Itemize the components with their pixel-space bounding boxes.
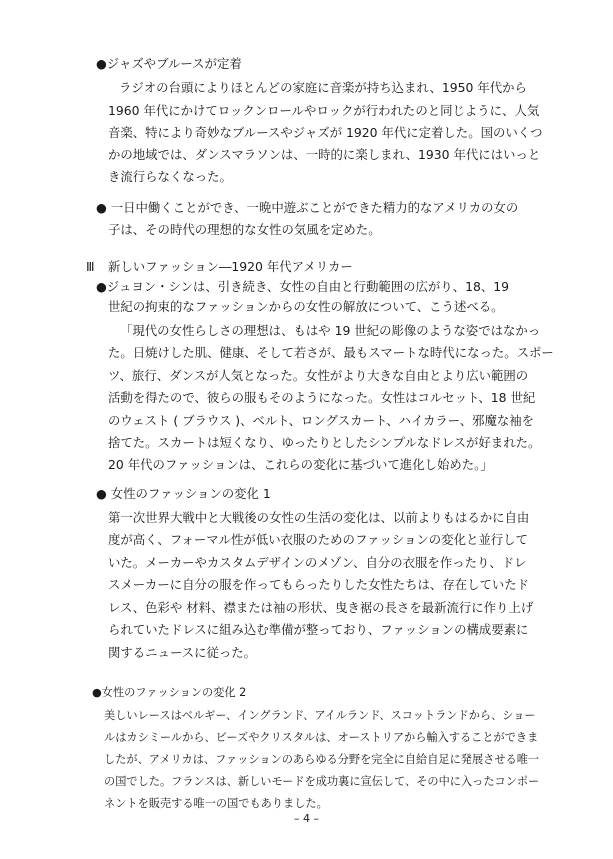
paragraph-line: ラジオの台頭によりほとんどの家庭に音楽が持ち込まれ、1950 年代から	[119, 80, 527, 95]
paragraph-line: かの地域では、ダンスマラソンは、一時的に楽しまれ、1930 年代にはいっと	[108, 147, 541, 162]
paragraph-line: 度が高く、フォーマル性が低い衣服のためのファッションの変化と並行して	[108, 532, 528, 547]
section-heading-change-2: ●女性のファッションの変化 2	[92, 686, 247, 699]
paragraph-line: 関するニュースに従った。	[108, 645, 257, 660]
page-number: – 4 –	[294, 812, 319, 825]
section-heading-change-1: ● 女性のファッションの変化 1	[96, 486, 271, 501]
paragraph-line: ネントを販売する唯一の国でもありました。	[104, 797, 328, 810]
quote-line: た。日焼けした肌、健康、そして若さが、最もスマートな時代になった。スポー	[108, 345, 554, 360]
section-title: 新しいファッション―1920 年代アメリカー	[108, 259, 353, 274]
paragraph-line: いた。メーカーやカスタムデザインのメゾン、自分の衣服を作ったり、ドレ	[108, 555, 527, 570]
paragraph-line: ルはカシミールから、ビーズやクリスタルは、オーストリアから輸入することができま	[104, 731, 539, 744]
paragraph-line: き流行らなくなった。	[108, 169, 232, 184]
paragraph-line: 世紀の拘束的なファッションからの女性の解放について、こう述べる。	[108, 299, 504, 314]
paragraph-line: スメーカーに自分の服を作ってもらったりした女性たちは、存在していたド	[108, 577, 530, 592]
paragraph-line: の国でした。フランスは、新しいモードを成功裏に宣伝して、その中に入ったコンポー	[104, 775, 540, 788]
paragraph-line: 美しいレースはベルギー、イングランド、アイルランド、スコットランドから、ショー	[104, 709, 536, 722]
quote-line: ツ、旅行、ダンスが人気となった。女性がより大きな自由とより広い範囲の	[108, 368, 529, 383]
paragraph-line: 子は、その時代の理想的な女性の気風を定めた。	[108, 222, 381, 237]
quote-line: 20 年代のファッションは、これらの変化に基づいて進化し始めた。」	[108, 457, 493, 472]
paragraph-line: 1960 年代にかけてロックンロールやロックが行われたのと同じように、人気	[108, 103, 540, 118]
paragraph-line: 音楽、特により奇妙なブルースやジャズが 1920 年代に定着した。国のいくつ	[108, 125, 543, 140]
paragraph-line: レス、色彩や 材料、襟または袖の形状、曳き裾の長さを最新流行に作り上げ	[108, 600, 534, 615]
quote-line: 活動を得たので、彼らの服もそのようになった。女性はコルセット、18 世紀	[108, 390, 536, 405]
paragraph-line: 第一次世界大戦中と大戦後の女性の生活の変化は、以前よりもはるかに自由	[108, 510, 530, 525]
paragraph-line: ●ジュヨン・シンは、引き続き、女性の自由と行動範囲の広がり、18、19	[96, 279, 510, 294]
paragraph-line: ● 一日中働くことができ、一晩中遊ぶことができた精力的なアメリカの女の	[96, 200, 519, 215]
quote-line: 捨てた。スカートは短くなり、ゆったりとしたシンプルなドレスが好まれた。	[108, 435, 541, 450]
quote-line: 「現代の女性らしさの理想は、もはや 19 世紀の彫像のような姿ではなかっ	[120, 323, 541, 338]
section-numeral: Ⅲ	[86, 259, 95, 274]
paragraph-line: したが、アメリカは、ファッションのあらゆる分野を完全に自給自足に発展させる唯一	[104, 753, 540, 766]
section-heading-jazz: ●ジャズやブルースが定着	[96, 56, 242, 71]
paragraph-line: られていたドレスに組み込む準備が整っており、ファッションの構成要素に	[108, 622, 529, 637]
quote-line: のウェスト ( ブラウス )、ベルト、ロングスカート、ハイカラー、邪魔な袖を	[108, 413, 535, 428]
